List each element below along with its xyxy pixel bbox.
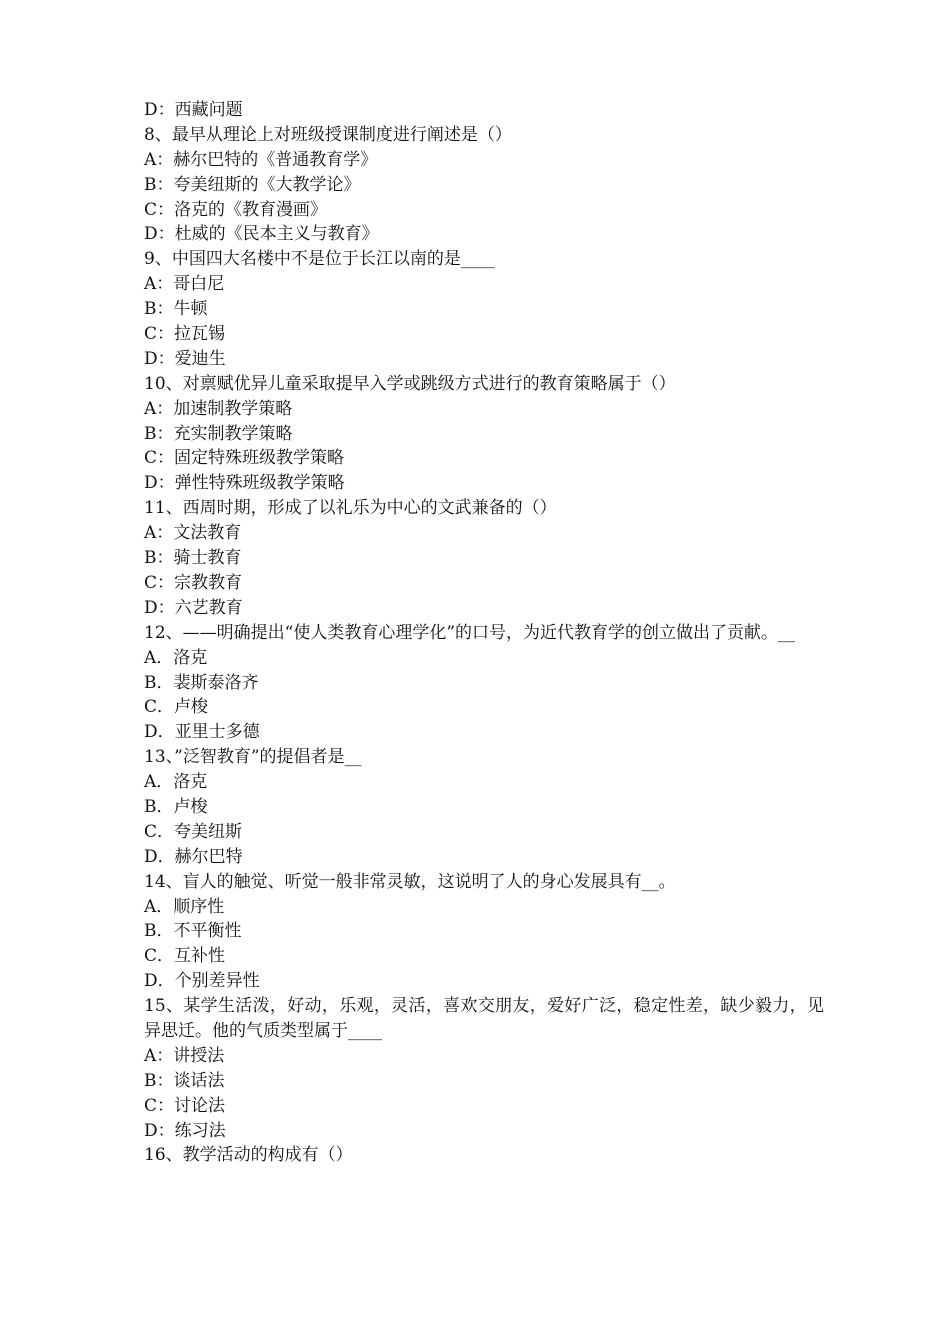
- option-a-q15: A：讲授法: [144, 1045, 225, 1066]
- question-15: 15、某学生活泼，好动，乐观，灵活，喜欢交朋友，爱好广泛，稳定性差，缺少毅力，见异思迁。他的气质类型属于____: [144, 996, 824, 1041]
- option-a-q12: A．洛克: [144, 647, 208, 668]
- option-b-q9: B：牛顿: [144, 299, 208, 320]
- option-b-q11: B：骑士教育: [144, 548, 242, 569]
- question-14: 14、盲人的触觉、听觉一般非常灵敏，这说明了人的身心发展具有__。: [144, 871, 676, 892]
- option-a-q13: A．洛克: [144, 772, 208, 793]
- option-b-q12: B．裴斯泰洛齐: [144, 672, 259, 693]
- option-d-q8: D：杜威的《民本主义与教育》: [144, 224, 379, 245]
- option-b-q10: B：充实制教学策略: [144, 423, 293, 444]
- question-8: 8、最早从理论上对班级授课制度进行阐述是（）: [144, 124, 512, 145]
- option-d-q14: D．个别差异性: [144, 971, 260, 992]
- option-d-q9: D：爱迪生: [144, 348, 226, 369]
- question-11: 11、西周时期，形成了以礼乐为中心的文武兼备的（）: [144, 498, 557, 519]
- option-c-q11: C：宗教教育: [144, 572, 243, 593]
- option-a-q11: A：文法教育: [144, 523, 242, 544]
- option-d-q11: D：六艺教育: [144, 597, 243, 618]
- option-b-q13: B．卢梭: [144, 796, 208, 817]
- question-12: 12、——明确提出“使人类教育心理学化”的口号，为近代教育学的创立做出了贡献。__: [144, 622, 796, 643]
- option-a-q8: A：赫尔巴特的《普通教育学》: [144, 149, 378, 170]
- option-c-q12: C．卢梭: [144, 697, 209, 718]
- option-a-q14: A．顺序性: [144, 896, 225, 917]
- option-d-q10: D：弹性特殊班级教学策略: [144, 473, 345, 494]
- option-a-q9: A：哥白尼: [144, 274, 225, 295]
- option-c-q15: C：讨论法: [144, 1095, 226, 1116]
- option-c-q9: C：拉瓦锡: [144, 324, 226, 345]
- option-c-q10: C：固定特殊班级教学策略: [144, 448, 345, 469]
- question-9: 9、中国四大名楼中不是位于长江以南的是____: [144, 249, 495, 270]
- option-d-q13: D．赫尔巴特: [144, 846, 243, 867]
- option-d-q7: D：西藏问题: [144, 100, 243, 120]
- option-d-q15: D：练习法: [144, 1120, 226, 1141]
- question-13: 13、”泛智教育”的提倡者是__: [144, 747, 362, 768]
- option-b-q14: B．不平衡性: [144, 921, 242, 942]
- option-c-q13: C．夸美纽斯: [144, 821, 243, 842]
- question-10: 10、对禀赋优异儿童采取提早入学或跳级方式进行的教育策略属于（）: [144, 373, 676, 394]
- option-c-q8: C：洛克的《教育漫画》: [144, 199, 328, 220]
- question-list: [144, 98, 824, 1168]
- option-b-q8: B：夸美纽斯的《大教学论》: [144, 174, 361, 195]
- option-a-q10: A：加速制教学策略: [144, 398, 293, 419]
- option-b-q15: B：谈话法: [144, 1070, 225, 1091]
- option-d-q12: D．亚里士多德: [144, 722, 260, 743]
- option-c-q14: C．互补性: [144, 946, 226, 967]
- question-16: 16、教学活动的构成有（）: [144, 1145, 353, 1166]
